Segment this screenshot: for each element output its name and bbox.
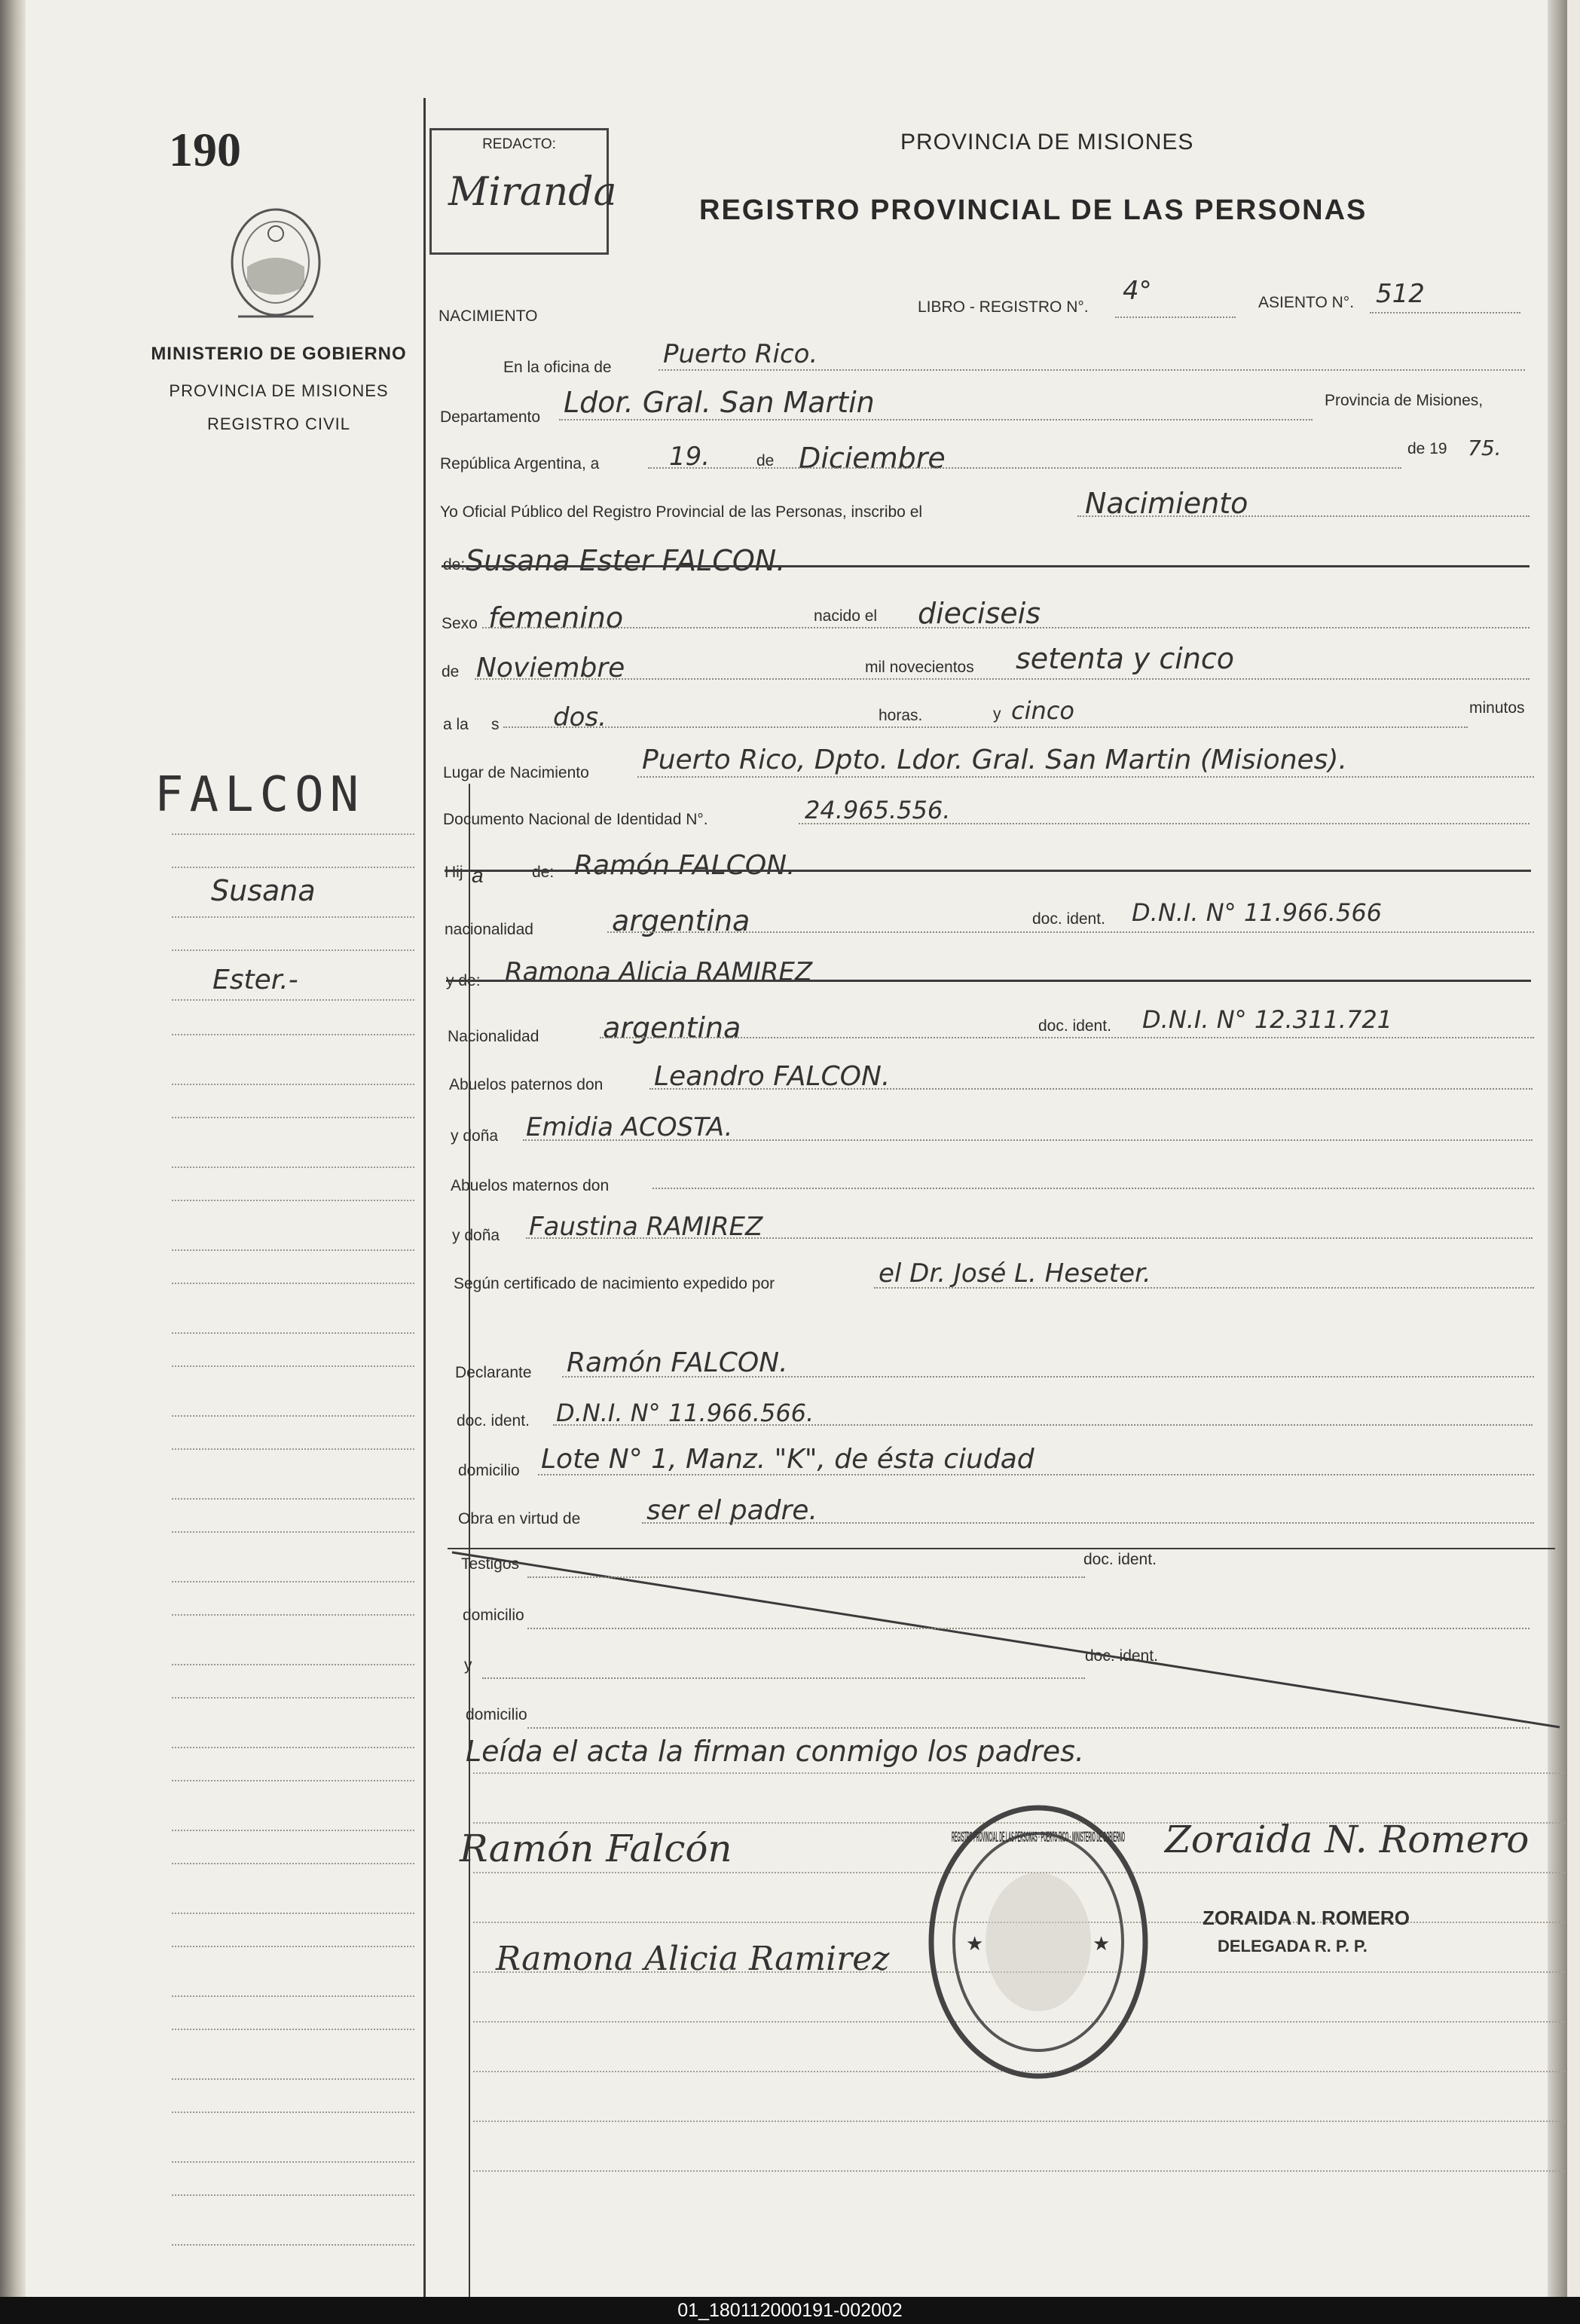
margin-rule — [172, 999, 414, 1001]
ministry-registry: REGISTRO CIVIL — [206, 414, 351, 433]
dotted-line — [652, 1188, 1534, 1189]
dotted-line — [648, 467, 1401, 469]
dotted-line — [874, 1287, 1534, 1289]
margin-rule — [172, 1167, 414, 1168]
margin-rule — [172, 2244, 414, 2246]
dni-value: 24.965.556. — [805, 796, 951, 824]
dotted-line — [559, 419, 1313, 420]
image-id-text: 01_180112000191-002002 — [677, 2300, 903, 2321]
margin-rule — [172, 1283, 414, 1284]
provincial-coat-of-arms-icon — [223, 203, 329, 324]
dotted-line — [1370, 312, 1520, 313]
underline-rule — [446, 980, 1531, 982]
day-value: 19. — [669, 442, 711, 472]
nacionalidad-1-label: nacionalidad — [445, 921, 533, 938]
sexo-value: femenino — [488, 601, 624, 635]
oficina-value: Puerto Rico. — [663, 339, 818, 369]
witness-domicilio-1-label: domicilio — [463, 1607, 524, 1624]
alas-label: a la — [443, 716, 469, 733]
svg-text:★: ★ — [966, 1932, 984, 1955]
redacto-signature: Miranda — [448, 170, 617, 215]
official-stamp-title: DELEGADA R. P. P. — [1218, 1937, 1368, 1956]
dotted-line — [562, 1376, 1534, 1378]
margin-rule — [172, 2078, 414, 2080]
margin-surname: FALCON — [154, 767, 365, 823]
dotted-line — [527, 1628, 1530, 1629]
book-binding — [0, 0, 26, 2297]
witness-y-label: y — [464, 1656, 472, 1674]
ministry-province: PROVINCIA DE MISIONES — [169, 381, 389, 400]
margin-rule — [172, 1200, 414, 1201]
doc-ident-2-label: doc. ident. — [1038, 1017, 1111, 1035]
margin-rule — [172, 1697, 414, 1699]
de-name-label: de: — [443, 556, 466, 573]
dni-label: Documento Nacional de Identidad N°. — [443, 811, 708, 828]
redacto-label: REDACTO: — [482, 136, 556, 152]
child-name-value: Susana Ester FALCON. — [466, 544, 786, 577]
asiento-label: ASIENTO N°. — [1258, 294, 1355, 311]
witness-domicilio-2-label: domicilio — [466, 1706, 527, 1723]
year-value: 75. — [1468, 436, 1502, 460]
margin-rule — [172, 1084, 414, 1085]
official-signature: Zoraida N. Romero — [1165, 1818, 1530, 1861]
asiento-value: 512 — [1376, 279, 1425, 309]
declarante-value: Ramón FALCON. — [567, 1347, 788, 1378]
margin-rule — [172, 1780, 414, 1781]
y-dona-1-value: Emidia ACOSTA. — [526, 1112, 733, 1142]
dotted-line — [523, 1139, 1533, 1141]
margin-given-name: Susana — [211, 874, 316, 907]
underline-rule — [445, 870, 1531, 872]
libro-label: LIBRO - REGISTRO N°. — [918, 298, 1089, 316]
doc-ident-3-value: D.N.I. N° 11.966.566. — [556, 1399, 814, 1427]
official-stamp-name: ZORAIDA N. ROMERO — [1203, 1907, 1410, 1929]
departamento-value: Ldor. Gral. San Martin — [564, 386, 875, 419]
segun-value: el Dr. José L. Heseter. — [879, 1258, 1151, 1289]
dotted-line — [526, 1237, 1533, 1239]
margin-rule — [172, 1531, 414, 1533]
margin-rule — [172, 1448, 414, 1450]
testigos-label: Testigos — [461, 1555, 520, 1573]
dotted-line — [600, 1037, 1534, 1038]
margin-rule — [172, 2111, 414, 2113]
margin-rule — [172, 1747, 414, 1748]
dotted-line — [799, 823, 1530, 824]
nacionalidad-1-value: argentina — [612, 904, 750, 937]
dotted-line — [607, 931, 1534, 933]
margin-rule — [172, 916, 414, 918]
page-edge — [1548, 0, 1567, 2297]
birth-de-label: de — [442, 663, 460, 680]
dotted-line — [475, 678, 1530, 680]
image-id-footer — [0, 2297, 1580, 2324]
witness-doc-ident-2-label: doc. ident. — [1085, 1647, 1158, 1665]
document-title: REGISTRO PROVINCIAL DE LAS PERSONAS — [699, 194, 1368, 226]
mother-name-value: Ramona Alicia RAMIREZ — [505, 957, 813, 987]
margin-rule — [172, 1581, 414, 1582]
month-value: Diciembre — [799, 442, 946, 475]
oficial-label: Yo Oficial Público del Registro Provincial de las Personas, inscribo el — [440, 503, 923, 521]
margin-rule — [172, 1614, 414, 1616]
margin-given-name-2: Ester.- — [212, 965, 298, 995]
dotted-line — [553, 1424, 1533, 1426]
doc-ident-1-value: D.N.I. N° 11.966.566 — [1132, 898, 1383, 927]
margin-rule — [172, 1946, 414, 1947]
margin-rule — [172, 1117, 414, 1118]
dotted-line — [482, 1677, 1085, 1679]
hour-value: dos. — [553, 702, 607, 732]
dotted-line — [503, 726, 1468, 728]
seal-text: REGISTRO PROVINCIAL DE LAS PERSONAS · PUERTO RICO · MINISTERIO DE GOBIERNO — [952, 1830, 1125, 1845]
margin-rule — [172, 2029, 414, 2030]
dotted-line — [642, 1522, 1534, 1524]
minutos-label: minutos — [1469, 699, 1525, 717]
mil-label: mil novecientos — [865, 659, 974, 676]
doc-ident-2-value: D.N.I. N° 12.311.721 — [1142, 1005, 1393, 1034]
dotted-line — [527, 1727, 1530, 1729]
margin-rule — [172, 1863, 414, 1864]
obra-value: ser el padre. — [646, 1495, 818, 1526]
y-label: y — [993, 705, 1001, 723]
provincia-label: Provincia de Misiones, — [1325, 392, 1484, 409]
abuelos-maternos-label: Abuelos maternos don — [451, 1177, 610, 1194]
y-de-label: y de: — [446, 972, 481, 989]
dotted-line — [527, 1576, 1085, 1578]
section-label: NACIMIENTO — [439, 307, 538, 325]
dotted-line — [637, 776, 1534, 778]
nacionalidad-2-label: Nacionalidad — [448, 1028, 539, 1045]
dotted-line — [538, 1474, 1534, 1475]
ruled-line — [473, 1772, 1566, 1774]
year-label: de 19 — [1407, 440, 1447, 457]
domicilio-label: domicilio — [458, 1462, 520, 1479]
y-dona-2-value: Faustina RAMIREZ — [529, 1212, 763, 1242]
declarante-label: Declarante — [455, 1364, 532, 1381]
margin-rule — [172, 1830, 414, 1831]
svg-text:★: ★ — [1093, 1932, 1111, 1955]
margin-rule — [172, 867, 414, 868]
registry-seal-stamp — [925, 1803, 1151, 2081]
ruled-line — [473, 2170, 1566, 2172]
oficial-value: Nacimiento — [1085, 487, 1248, 520]
dotted-line — [1077, 515, 1530, 517]
margin-rule — [172, 1913, 414, 1914]
page-number: 190 — [169, 123, 241, 176]
birth-month-value: Noviembre — [476, 653, 625, 683]
minutes-value: cinco — [1011, 696, 1074, 725]
inner-divider — [469, 784, 470, 2298]
nacido-value: dieciseis — [918, 597, 1041, 630]
dotted-line — [1115, 316, 1236, 318]
departamento-label: Departamento — [440, 408, 541, 426]
underline-rule — [442, 565, 1530, 567]
margin-rule — [172, 1498, 414, 1500]
abuelos-paternos-label: Abuelos paternos don — [449, 1076, 604, 1093]
doc-ident-3-label: doc. ident. — [457, 1412, 530, 1430]
segun-label: Según certificado de nacimiento expedido por — [454, 1275, 775, 1292]
obra-label: Obra en virtud de — [458, 1510, 581, 1527]
y-dona-2-label: y doña — [452, 1227, 500, 1244]
redacto-box — [429, 128, 617, 255]
dotted-line — [659, 369, 1525, 371]
ruled-line — [473, 2121, 1566, 2122]
mother-signature: Ramona Alicia Ramirez — [496, 1940, 890, 1978]
abuelos-paternos-value: Leandro FALCON. — [654, 1061, 891, 1092]
hija-suffix: a — [472, 864, 484, 887]
nacionalidad-2-value: argentina — [603, 1011, 741, 1044]
closing-statement: Leída el acta la firman conmigo los padres. — [466, 1735, 1084, 1768]
dotted-line — [649, 1088, 1533, 1090]
margin-rule — [172, 1332, 414, 1334]
nacido-label: nacido el — [814, 607, 878, 625]
republica-label: República Argentina, a — [440, 455, 600, 472]
domicilio-value: Lote N° 1, Manz. "K", de ésta ciudad — [541, 1444, 1034, 1475]
libro-value: 4° — [1123, 276, 1152, 306]
ministry-name: MINISTERIO DE GOBIERNO — [151, 344, 407, 364]
witness-doc-ident-1-label: doc. ident. — [1083, 1551, 1157, 1568]
margin-rule — [172, 2194, 414, 2196]
de-label: de — [756, 452, 775, 469]
y-dona-1-label: y doña — [451, 1127, 499, 1145]
dotted-line — [482, 627, 1530, 628]
margin-rule — [172, 1365, 414, 1367]
lugar-value: Puerto Rico, Dpto. Ldor. Gral. San Martin (Misiones). — [642, 745, 1347, 775]
margin-rule — [172, 2161, 414, 2163]
margin-rule — [172, 833, 414, 835]
margin-rule — [172, 949, 414, 951]
margin-rule — [172, 1415, 414, 1417]
margin-rule — [172, 1995, 414, 1997]
hija-de-label: de: — [532, 864, 555, 881]
alas-suffix: s — [491, 716, 500, 733]
lugar-label: Lugar de Nacimiento — [443, 764, 589, 781]
margin-divider — [423, 98, 426, 2297]
sexo-label: Sexo — [442, 615, 478, 632]
margin-rule — [172, 1034, 414, 1035]
hija-label: Hij — [445, 864, 463, 881]
header-province: PROVINCIA DE MISIONES — [900, 130, 1194, 154]
oficina-label: En la oficina de — [503, 359, 612, 376]
margin-rule — [172, 1664, 414, 1665]
doc-ident-1-label: doc. ident. — [1032, 910, 1105, 928]
mil-value: setenta y cinco — [1016, 642, 1235, 675]
margin-rule — [172, 1249, 414, 1251]
father-signature: Ramón Falcón — [460, 1827, 732, 1870]
father-name-value: Ramón FALCON. — [574, 850, 796, 881]
horas-label: horas. — [879, 707, 923, 724]
